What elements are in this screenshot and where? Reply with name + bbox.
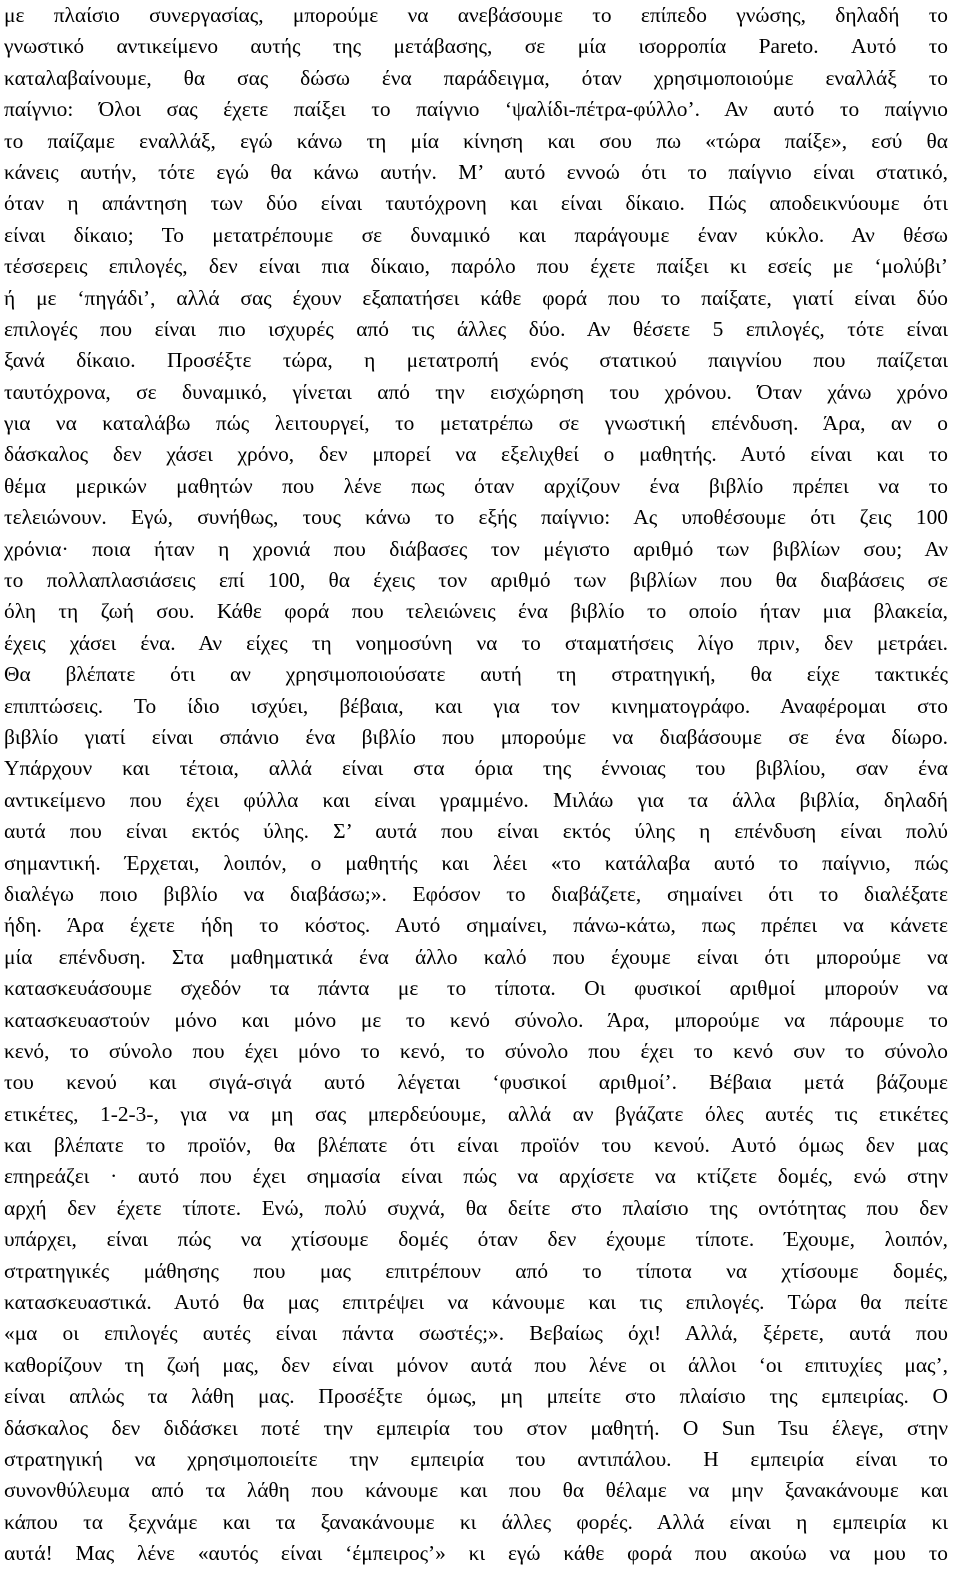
text-line: έχεις χάσει ένα. Αν είχες τη νοημοσύνη να το σταματήσεις λίγο πριν, δεν μετράει. [4, 630, 948, 655]
text-line: κατασκευαστούν μόνο και μόνο με το κενό σύνολο. Άρα, μπορούμε να πάρουμε το [4, 1007, 948, 1032]
text-line: στρατηγικές μάθησης που μας επιτρέπουν από το τίποτα να χτίσουμε δομές, [4, 1258, 948, 1283]
text-line: είναι απλώς τα λάθη μας. Προσέξτε όμως, μη μπείτε στο πλαίσιο της εμπειρίας. Ο [4, 1384, 948, 1409]
text-line: καθορίζουν τη ζωή μας, δεν είναι μόνον αυτά που λένε οι άλλοι ‘οι επιτυχίες μας’, [4, 1352, 948, 1377]
text-line: αυτά! Μας λένε «αυτός είναι ‘έμπειρος’» κι εγώ κάθε φορά που ακούω να μου το [4, 1541, 948, 1566]
text-line: κατασκευάσουμε σχεδόν τα πάντα με το τίποτα. Οι φυσικοί αριθμοί μπορούν να [4, 976, 948, 1001]
text-line: δάσκαλος δεν διδάσκει ποτέ την εμπειρία του στον μαθητή. Ο Sun Tsu έλεγε, στην [4, 1415, 948, 1440]
text-line: ή με ‘πηγάδι’, αλλά σας έχουν εξαπατήσει κάθε φορά που το παίξατε, γιατί είναι δύο [4, 285, 948, 310]
text-line: παίγνιο: Όλοι σας έχετε παίξει το παίγνιο ‘ψαλίδι-πέτρα-φύλλο’. Αν αυτό το παίγνιο [4, 97, 948, 122]
text-line: βιβλίο γιατί είναι σπάνιο ένα βιβλίο που μπορούμε να διαβάσουμε σε ένα δίωρο. [4, 724, 948, 749]
text-line: επιπτώσεις. Το ίδιο ισχύει, βέβαια, και για τον κινηματογράφο. Αναφέρομαι στο [4, 693, 948, 718]
document-page [4, 0, 948, 1570]
text-line: του κενού και σιγά-σιγά αυτό λέγεται ‘φυσικοί αριθμοί’. Βέβαια μετά βάζουμε [4, 1070, 948, 1095]
text-line: όλη τη ζωή σου. Κάθε φορά που τελειώνεις ένα βιβλίο το οποίο ήταν μια βλακεία, [4, 599, 948, 624]
text-line: επηρεάζει · αυτό που έχει σημασία είναι πώς να αρχίσετε να κτίζετε δομές, ενώ στην [4, 1164, 948, 1189]
text-line: υπάρχει, είναι πώς να χτίσουμε δομές όταν δεν έχουμε τίποτε. Έχουμε, λοιπόν, [4, 1227, 948, 1252]
text-line: χρόνια· ποια ήταν η χρονιά που διάβασες τον μέγιστο αριθμό των βιβλίων σου; Αν [4, 536, 948, 561]
text-line: κενό, το σύνολο που έχει μόνο το κενό, το σύνολο που έχει το κενό συν το σύνολο [4, 1038, 948, 1063]
text-line: τέσσερεις επιλογές, δεν είναι πια δίκαιο, παρόλο που έχετε παίξει κι εσείς με ‘μολύβι’ [4, 254, 948, 279]
text-line: σημαντική. Έρχεται, λοιπόν, ο μαθητής και λέει «το κατάλαβα αυτό το παίγνιο, πώς [4, 850, 948, 875]
text-line: «μα οι επιλογές αυτές είναι πάντα σωστές;». Βεβαίως όχι! Αλλά, ξέρετε, αυτά που [4, 1321, 948, 1346]
text-line: ταυτόχρονα, σε δυναμικό, γίνεται από την εισχώρηση του χρόνου. Όταν χάνω χρόνο [4, 379, 948, 404]
text-line: κατασκευαστικά. Αυτό θα μας επιτρέψει να κάνουμε και τις επιλογές. Τώρα θα πείτε [4, 1290, 948, 1315]
text-line: δάσκαλος δεν χάσει χρόνο, δεν μπορεί να εξελιχθεί ο μαθητής. Αυτό είναι και το [4, 442, 948, 467]
text-line: ξανά δίκαιο. Προσέξτε τώρα, η μετατροπή ενός στατικού παιγνίου που παίζεται [4, 348, 948, 373]
text-line: επιλογές που είναι πιο ισχυρές από τις άλλες δύο. Αν θέσετε 5 επιλογές, τότε είναι [4, 316, 948, 341]
text-line: αυτά που είναι εκτός ύλης. Σ’ αυτά που είναι εκτός ύλης η επένδυση είναι πολύ [4, 819, 948, 844]
text-line: με πλαίσιο συνεργασίας, μπορούμε να ανεβάσουμε το επίπεδο γνώσης, δηλαδή το [4, 3, 948, 27]
text-line: γνωστικό αντικείμενο αυτής της μετάβασης, σε μία ισορροπία Pareto. Αυτό το [4, 34, 948, 59]
text-line: είναι δίκαιο; Το μετατρέπουμε σε δυναμικό και παράγουμε έναν κύκλο. Αν θέσω [4, 222, 948, 247]
text-line: ετικέτες, 1-2-3-, για να μη σας μπερδεύουμε, αλλά αν βγάζατε όλες αυτές τις ετικέτες [4, 1101, 948, 1126]
text-line: το πολλαπλασιάσεις επί 100, θα έχεις τον αριθμό των βιβλίων που θα διαβάσεις σε [4, 568, 948, 593]
text-line: διαλέγω ποιο βιβλίο να διαβάσω;». Εφόσον το διαβάζετε, σημαίνει ότι το διαλέξατε [4, 881, 948, 906]
text-line: κάνεις αυτήν, τότε εγώ θα κάνω αυτήν. Μ’ αυτό εννοώ ότι το παίγνιο είναι στατικό, [4, 159, 948, 184]
text-line: Θα βλέπατε ότι αν χρησιμοποιούσατε αυτή τη στρατηγική, θα είχε τακτικές [4, 662, 948, 687]
text-line: καταλαβαίνουμε, θα σας δώσω ένα παράδειγμα, όταν χρησιμοποιούμε εναλλάξ το [4, 65, 948, 90]
text-line: για να καταλάβω πώς λειτουργεί, το μετατρέπω σε γνωστική επένδυση. Άρα, αν ο [4, 411, 948, 436]
text-line: τελειώνουν. Εγώ, συνήθως, τους κάνω το εξής παίγνιο: Ας υποθέσουμε ότι ζεις 100 [4, 505, 948, 530]
text-line: το παίζαμε εναλλάξ, εγώ κάνω τη μία κίνηση και σου πω «τώρα παίξε», εσύ θα [4, 128, 948, 153]
text-line: αρχή δεν έχετε τίποτε. Ενώ, πολύ συχνά, θα δείτε στο πλαίσιο της οντότητας που δεν [4, 1195, 948, 1220]
text-line: ήδη. Άρα έχετε ήδη το κόστος. Αυτό σημαίνει, πάνω-κάτω, πως πρέπει να κάνετε [4, 913, 948, 938]
text-line: αντικείμενο που έχει φύλλα και είναι γραμμένο. Μιλάω για τα άλλα βιβλία, δηλαδή [4, 787, 948, 812]
text-line: θέμα μερικών μαθητών που λένε πως όταν αρχίζουν ένα βιβλίο πρέπει να το [4, 473, 948, 498]
text-line: Υπάρχουν και τέτοια, αλλά είναι στα όρια της έννοιας του βιβλίου, σαν ένα [4, 756, 948, 781]
text-line: και βλέπατε το προϊόν, θα βλέπατε ότι είναι προϊόν του κενού. Αυτό όμως δεν μας [4, 1133, 948, 1158]
text-line: όταν η απάντηση των δύο είναι ταυτόχρονη και είναι δίκαιο. Πώς αποδεικνύουμε ότι [4, 191, 948, 216]
text-line: συνονθύλευμα από τα λάθη που κάνουμε και που θα θέλαμε να μην ξανακάνουμε και [4, 1478, 948, 1503]
text-line: στρατηγική να χρησιμοποιείτε την εμπειρία του αντιπάλου. Η εμπειρία είναι το [4, 1446, 948, 1471]
text-line: κάπου τα ξεχνάμε και τα ξανακάνουμε κι άλλες φορές. Αλλά είναι η εμπειρία κι [4, 1509, 948, 1534]
text-line: μία επένδυση. Στα μαθηματικά ένα άλλο καλό που έχουμε είναι ότι μπορούμε να [4, 944, 948, 969]
